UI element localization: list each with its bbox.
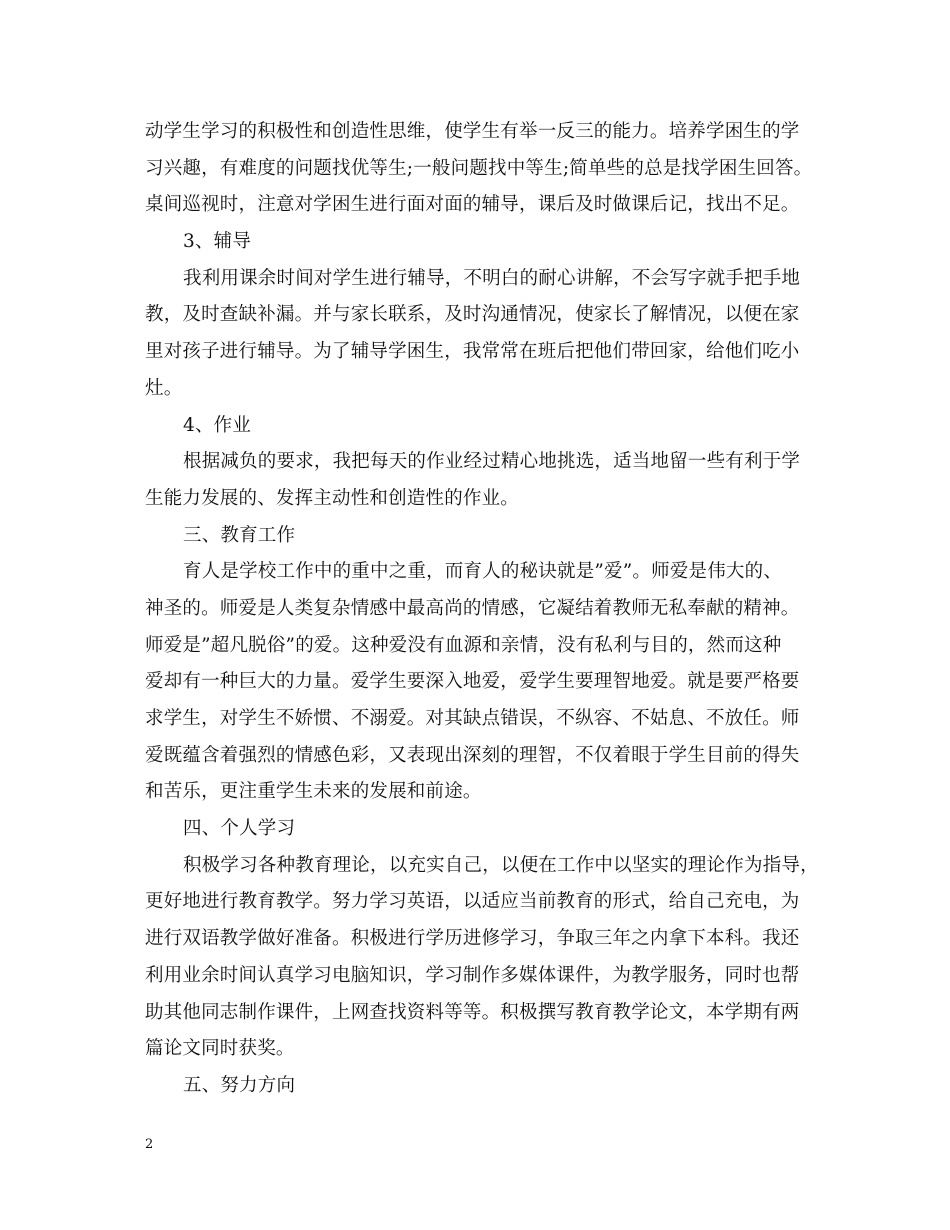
text-line: 爱却有一种巨大的力量。爱学生要深入地爱，爱学生要理智地爱。就是要严格要	[145, 671, 800, 693]
text-line: 动学生学习的积极性和创造性思维，使学生有举一反三的能力。培养学困生的学	[145, 121, 800, 142]
text-line: 里对孩子进行辅导。为了辅导学困生，我常常在班后把他们带回家，给他们吃小	[145, 341, 800, 363]
text-line: 更好地进行教育教学。努力学习英语，以适应当前教育的形式，给自己充电，为	[145, 891, 800, 913]
text-line: 四、个人学习	[183, 818, 296, 840]
text-line: 育人是学校工作中的重中之重，而育人的秘诀就是”爱”。师爱是伟大的、	[183, 561, 783, 583]
text-line: 灶。	[145, 377, 183, 399]
text-line: 4、作业	[183, 414, 252, 436]
text-line: 根据减负的要求，我把每天的作业经过精心地挑选，适当地留一些有利于学	[183, 451, 801, 473]
text-line: 利用业余时间认真学习电脑知识，学习制作多媒体课件，为教学服务，同时也帮	[145, 964, 800, 986]
text-line: 进行双语教学做好准备。积极进行学历进修学习，争取三年之内拿下本科。我还	[145, 928, 800, 950]
text-line: 三、教育工作	[183, 524, 296, 546]
text-line: 和苦乐，更注重学生未来的发展和前途。	[145, 781, 482, 803]
text-line: 求学生，对学生不娇惯、不溺爱。对其缺点错误，不纵容、不姑息、不放任。师	[145, 708, 800, 729]
body-text	[145, 114, 819, 1105]
text-line: 桌间巡视时，注意对学困生进行面对面的辅导，课后及时做课后记，找出不足。	[145, 194, 800, 216]
text-line: 教，及时查缺补漏。并与家长联系，及时沟通情况，使家长了解情况，以便在家	[145, 304, 800, 326]
text-line: 我利用课余时间对学生进行辅导，不明白的耐心讲解，不会写字就手把手地	[183, 267, 801, 289]
text-line: 生能力发展的、发挥主动性和创造性的作业。	[145, 487, 520, 509]
text-line: 助其他同志制作课件，上网查找资料等等。积极撰写教育教学论文，本学期有两	[145, 1001, 800, 1023]
text-line: 五、努力方向	[183, 1074, 296, 1096]
text-line: 习兴趣，有难度的问题找优等生;一般问题找中等生;简单些的总是找学困生回答。	[145, 157, 813, 179]
text-line: 神圣的。师爱是人类复杂情感中最高尚的情感，它凝结着教师无私奉献的精神。	[145, 597, 800, 619]
text-line: 爱既蕴含着强烈的情感色彩，又表现出深刻的理智，不仅着眼于学生目前的得失	[145, 744, 800, 766]
text-line: 篇论文同时获奖。	[145, 1038, 295, 1060]
text-line: 师爱是”超凡脱俗”的爱。这种爱没有血源和亲情，没有私利与目的，然而这种	[145, 634, 782, 656]
text-line: 3、辅导	[183, 231, 252, 253]
text-line: 积极学习各种教育理论，以充实自己，以便在工作中以坚实的理论作为指导，	[183, 854, 819, 876]
page-number: 2	[145, 1137, 154, 1152]
